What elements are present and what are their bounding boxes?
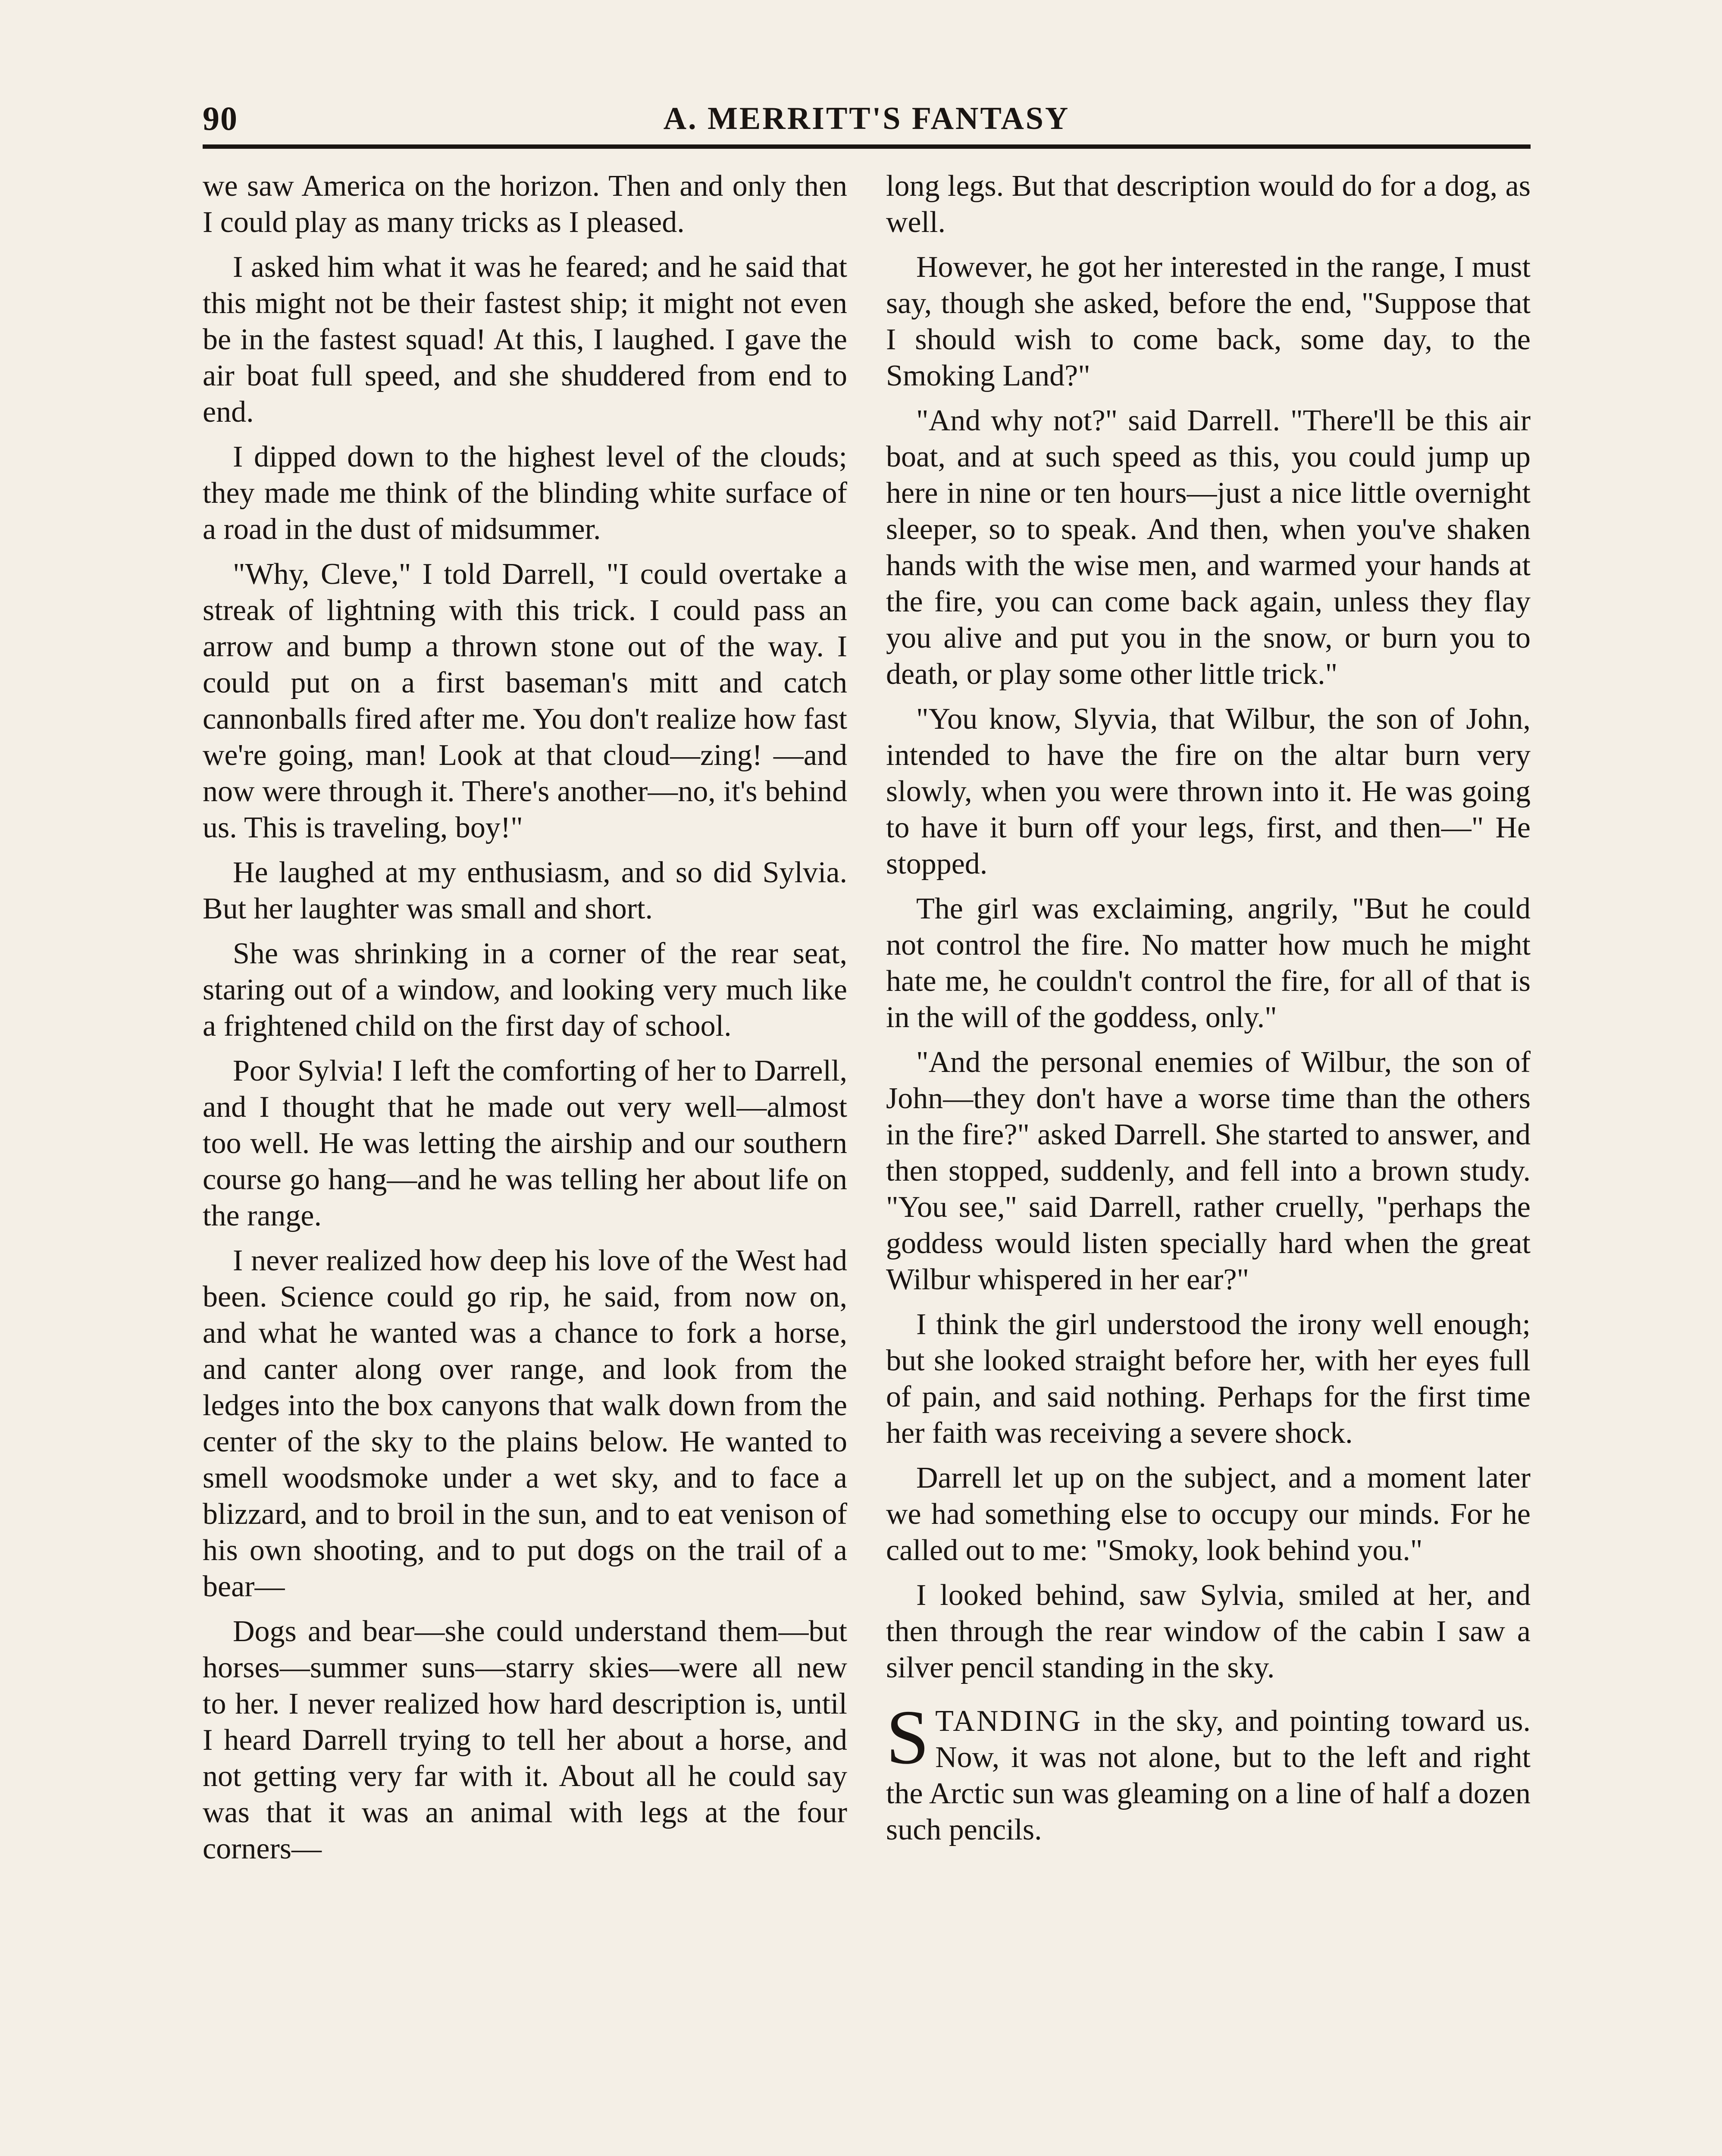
paragraph: I looked behind, saw Sylvia, smiled at her, and then through the rear window of the cabin I saw a silver pencil standing in the sky. bbox=[886, 1579, 1531, 1684]
right-column bbox=[886, 168, 1531, 1857]
left-column bbox=[203, 168, 847, 1876]
paragraph: I asked him what it was he feared; and he said that this might not be their fastest ship; it might not even be in the fastest squad! At this, I laughed. I gave the air boat full speed, and she shuddered from end to end. bbox=[203, 251, 847, 429]
page-number: 90 bbox=[203, 100, 238, 137]
paragraph: She was shrinking in a corner of the rear seat, staring out of a window, and looking very much like a frightened child on the first day of school. bbox=[203, 937, 847, 1043]
paragraph: long legs. But that description would do for a dog, as well. bbox=[886, 169, 1531, 239]
section-start-text: in the sky, and pointing toward us. Now, it was not alone, but to the left and right the Arctic sun was gleaming on a line of half a dozen such pencils. bbox=[886, 1705, 1531, 1846]
paragraph: Darrell let up on the subject, and a moment later we had something else to occupy our minds. For he called out to me: "Smoky, look behind you." bbox=[886, 1461, 1531, 1567]
paragraph: The girl was exclaiming, angrily, "But he could not control the fire. No matter how much he might hate me, he couldn't control the fire, for all of that is in the will of the goddess, only." bbox=[886, 892, 1531, 1034]
paragraph: I dipped down to the highest level of the clouds; they made me think of the blinding white surface of a road in the dust of midsummer. bbox=[203, 440, 847, 546]
running-title: A. MERRITT'S FANTASY bbox=[663, 101, 1070, 136]
paragraph: we saw America on the horizon. Then and only then I could play as many tricks as I pleased. bbox=[203, 169, 847, 239]
paragraph: "Why, Cleve," I told Darrell, "I could overtake a streak of lightning with this trick. I could pass an arrow and bump a thrown stone out of the way. I could put on a first baseman's mitt and catch cannonballs fired after me. You don't realize how fast we're going, man! Look at that cloud—zing! —and now were through it. There's another—no, it's behind us. This is traveling, boy!" bbox=[203, 558, 847, 844]
page-header bbox=[203, 97, 1531, 144]
paragraph: Dogs and bear—she could understand them—but horses—summer suns—starry skies—were all new to her. I never realized how hard description is, until I heard Darrell trying to tell her about a horse, and not getting very far with it. About all he could say was that it was an animal with legs at the four corners— bbox=[203, 1615, 847, 1865]
paragraph: "And why not?" said Darrell. "There'll be this air boat, and at such speed as this, you could jump up here in nine or ten hours—just a nice little overnight sleeper, so to speak. And then, when you've shaken hands with the wise men, and warmed your hands at the fire, you can come back again, unless they flay you alive and put you in the snow, or burn you to death, or play some other little trick." bbox=[886, 404, 1531, 691]
paragraph: I think the girl understood the irony well enough; but she looked straight before her, with her eyes full of pain, and said nothing. Perhaps for the first time her faith was receiving a severe shock. bbox=[886, 1308, 1531, 1450]
paragraph: However, he got her interested in the range, I must say, though she asked, before the end, "Suppose that I should wish to come back, some day, to the Smoking Land?" bbox=[886, 251, 1531, 392]
section-start-paragraph bbox=[886, 1694, 1531, 1848]
paragraph: "And the personal enemies of Wilbur, the son of John—they don't have a worse time than the others in the fire?" asked Darrell. She started to answer, and then stopped, suddenly, and fell into a brown study. "You see," said Darrell, rather cruelly, "perhaps the goddess would listen specially hard when the great Wilbur whispered in her ear?" bbox=[886, 1046, 1531, 1296]
paragraph: "You know, Slyvia, that Wilbur, the son of John, intended to have the fire on the altar burn very slowly, when you were thrown into it. He was going to have it burn off your legs, first, and then—" He stopped. bbox=[886, 702, 1531, 881]
paragraph: Poor Sylvia! I left the comforting of her to Darrell, and I thought that he made out very well—almost too well. He was letting the airship and our southern course go hang—and he was telling her about life on the range. bbox=[203, 1054, 847, 1232]
drop-cap: S bbox=[886, 1694, 930, 1780]
paragraph: He laughed at my enthusiasm, and so did Sylvia. But her laughter was small and short. bbox=[203, 856, 847, 925]
lead-caps: TANDING bbox=[935, 1705, 1083, 1738]
header-rule bbox=[203, 144, 1531, 149]
paragraph: I never realized how deep his love of the West had been. Science could go rip, he said, from now on, and what he wanted was a chance to fork a horse, and canter along over range, and look from the ledges into the box canyons that walk down from the center of the sky to the plains below. He wanted to smell woodsmoke under a wet sky, and to face a blizzard, and to broil in the sun, and to eat venison of his own shooting, and to put dogs on the trail of a bear— bbox=[203, 1244, 847, 1603]
